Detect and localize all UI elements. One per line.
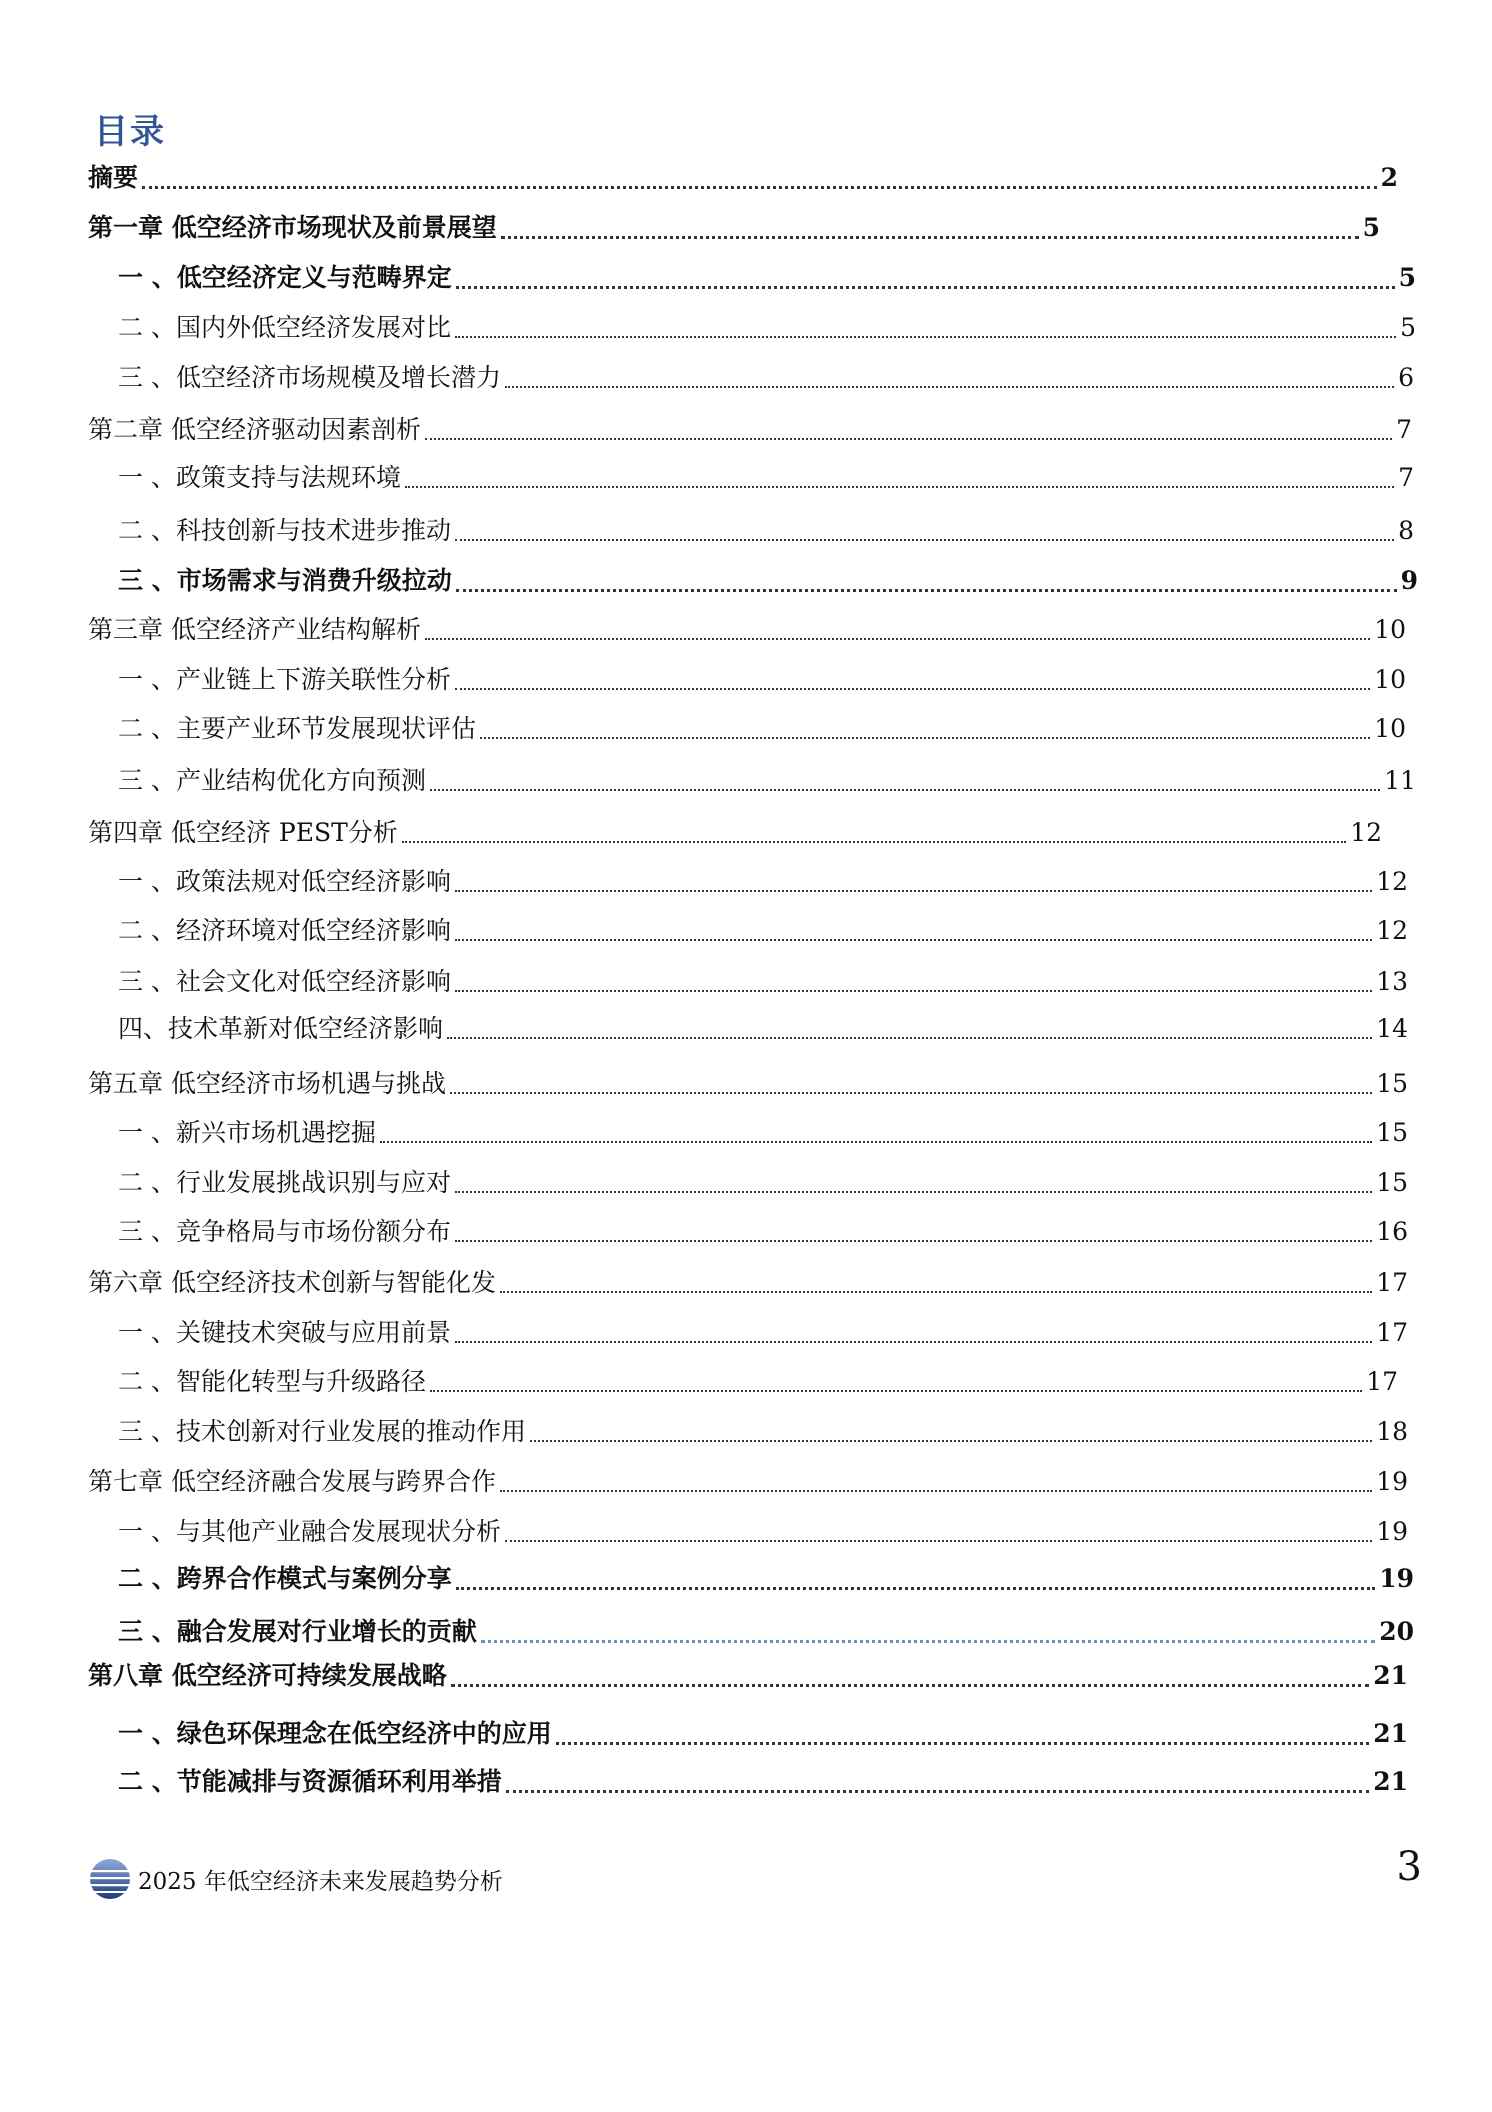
toc-entry-label: 四、技术革新对低空经济影响 [118,1014,444,1043]
toc-entry-label: 二 、主要产业环节发展现状评估 [118,714,476,743]
toc-entry-label: 一 、低空经济定义与范畴界定 [118,263,452,292]
dot-leader [450,1092,1372,1094]
dot-leader [430,1390,1362,1392]
toc-entry[interactable] [118,458,1414,498]
dot-leader [447,1037,1372,1039]
toc-entry-page: 10 [1374,615,1406,644]
toc-entry-label: 二 、智能化转型与升级路径 [118,1367,426,1396]
toc-entry[interactable] [88,410,1412,450]
toc-entry[interactable] [118,1313,1408,1353]
toc-entry[interactable] [118,1612,1414,1652]
dot-leader [500,1490,1372,1492]
toc-entry-page: 15 [1376,1168,1408,1197]
toc-entry[interactable] [88,1064,1408,1104]
dot-leader [506,1790,1369,1793]
toc-entry-label: 三 、竞争格局与市场份额分布 [118,1217,451,1246]
toc-entry-page: 21 [1373,1767,1408,1796]
toc-entry[interactable] [118,1163,1408,1203]
toc-entry-page: 12 [1376,916,1408,945]
dot-leader [405,486,1394,488]
toc-entry[interactable] [118,1412,1408,1452]
dot-leader [455,939,1372,941]
dot-leader [480,737,1370,739]
toc-entry-label: 三 、融合发展对行业增长的贡献 [118,1617,477,1646]
toc-entry[interactable] [88,1462,1408,1502]
toc-entry[interactable] [118,1113,1408,1153]
dot-leader [455,990,1372,992]
toc-entry-page: 11 [1384,766,1416,795]
footer-title: 2025 年低空经济未来发展趋势分析 [138,1868,503,1895]
toc-entry-page: 20 [1379,1617,1414,1646]
toc-entry-page: 5 [1362,213,1380,242]
dot-leader [481,1640,1375,1643]
toc-entry-page: 8 [1398,516,1414,545]
toc-entry-page: 15 [1376,1118,1408,1147]
toc-entry-page: 7 [1396,415,1412,444]
dot-leader [455,539,1394,541]
page-footer [88,1854,503,1904]
toc-entry[interactable] [88,208,1380,248]
toc-entry[interactable] [118,1009,1408,1049]
toc-entry-label: 一 、绿色环保理念在低空经济中的应用 [118,1719,552,1748]
toc-entry-page: 18 [1376,1417,1408,1446]
toc-entry[interactable] [118,1362,1398,1402]
toc-entry-label: 三 、低空经济市场规模及增长潜力 [118,363,501,392]
dot-leader [451,1684,1369,1687]
toc-entry-page: 6 [1398,363,1414,392]
dot-leader [455,336,1396,338]
dot-leader [455,688,1370,690]
toc-entry-label: 二 、经济环境对低空经济影响 [118,916,451,945]
dot-leader [425,638,1370,640]
dot-leader [402,841,1346,843]
toc-entry-label: 二 、科技创新与技术进步推动 [118,516,451,545]
toc-entry-label: 第八章 低空经济可持续发展战略 [88,1661,447,1690]
toc-entry-label: 第三章 低空经济产业结构解析 [88,615,421,644]
toc-entry[interactable] [88,158,1398,198]
toc-entry[interactable] [88,610,1406,650]
toc-entry-label: 一 、政策法规对低空经济影响 [118,867,451,896]
toc-entry-label: 三 、产业结构优化方向预测 [118,766,426,795]
toc-entry-page: 7 [1398,463,1414,492]
toc-entry-page: 12 [1350,818,1382,847]
dot-leader [505,386,1394,388]
dot-leader [456,286,1395,289]
toc-entry-page: 2 [1380,163,1398,192]
toc-entry[interactable] [118,660,1406,700]
toc-entry-page: 19 [1379,1564,1414,1593]
dot-leader [505,1540,1372,1542]
toc-entry[interactable] [118,1512,1408,1552]
toc-title: 目录 [94,112,166,152]
toc-entry-label: 一 、新兴市场机遇挖掘 [118,1118,376,1147]
toc-entry-label: 一 、政策支持与法规环境 [118,463,401,492]
toc-entry-page: 15 [1376,1069,1408,1098]
toc-entry[interactable] [118,258,1416,298]
toc-entry-label: 一 、与其他产业融合发展现状分析 [118,1517,501,1546]
toc-entry-label: 一 、产业链上下游关联性分析 [118,665,451,694]
toc-entry-page: 19 [1376,1467,1408,1496]
toc-entry-label: 一 、关键技术突破与应用前景 [118,1318,451,1347]
toc-entry-page: 10 [1374,714,1406,743]
dot-leader [425,438,1392,440]
dot-leader [455,1191,1372,1193]
toc-entry-page: 17 [1366,1367,1398,1396]
toc-entry-label: 第二章 低空经济驱动因素剖析 [88,415,421,444]
toc-entry-page: 17 [1376,1318,1408,1347]
toc-entry-page: 10 [1374,665,1406,694]
toc-entry-label: 第一章 低空经济市场现状及前景展望 [88,213,497,242]
toc-entry[interactable] [118,709,1406,749]
toc-entry-label: 第四章 低空经济 PEST分析 [88,818,398,847]
toc-entry-label: 第七章 低空经济融合发展与跨界合作 [88,1467,496,1496]
toc-entry[interactable] [88,1263,1408,1303]
toc-entry-label: 三 、社会文化对低空经济影响 [118,967,451,996]
dot-leader [380,1141,1372,1143]
toc-entry-label: 第五章 低空经济市场机遇与挑战 [88,1069,446,1098]
toc-entry-page: 19 [1376,1517,1408,1546]
toc-entry[interactable] [118,511,1414,551]
toc-entry[interactable] [118,761,1416,801]
dot-leader [501,236,1359,239]
dot-leader [455,890,1372,892]
toc-entry-label: 二 、跨界合作模式与案例分享 [118,1564,452,1593]
toc-entry[interactable] [118,1559,1414,1599]
toc-entry-page: 5 [1398,263,1416,292]
dot-leader [500,1291,1372,1293]
toc-entry-label: 二 、节能减排与资源循环利用举措 [118,1767,502,1796]
toc-entry-page: 9 [1400,566,1418,595]
toc-entry[interactable] [118,1714,1408,1754]
dot-leader [455,1240,1372,1242]
toc-entry-page: 14 [1376,1014,1408,1043]
dot-leader [455,1341,1372,1343]
toc-entry-page: 21 [1373,1661,1408,1690]
toc-entry-label: 摘要 [88,163,139,192]
toc-entry-page: 16 [1376,1217,1408,1246]
toc-entry-page: 12 [1376,867,1408,896]
toc-entry[interactable] [118,1212,1408,1252]
toc-entry[interactable] [88,813,1382,853]
toc-entry-page: 17 [1376,1268,1408,1297]
toc-entry-page: 21 [1373,1719,1408,1748]
toc-entry-label: 第六章 低空经济技术创新与智能化发 [88,1268,496,1297]
dot-leader [142,186,1377,189]
toc-entry-label: 三 、技术创新对行业发展的推动作用 [118,1417,526,1446]
toc-entry-label: 二 、国内外低空经济发展对比 [118,313,451,342]
toc-entry[interactable] [88,1656,1408,1696]
toc-entry-page: 5 [1400,313,1416,342]
page-number: 3 [1396,1844,1422,1890]
toc-entry[interactable] [118,358,1414,398]
toc-entry-label: 二 、行业发展挑战识别与应对 [118,1168,451,1197]
toc-entry[interactable] [118,308,1416,348]
toc-entry[interactable] [118,561,1418,601]
dot-leader [456,589,1397,592]
toc-entry-label: 三 、市场需求与消费升级拉动 [118,566,452,595]
dot-leader [430,789,1380,791]
dot-leader [456,1587,1375,1590]
toc-entry[interactable] [118,862,1408,902]
toc-entry-page: 13 [1376,967,1408,996]
toc-entry[interactable] [118,911,1408,951]
dot-leader [530,1440,1372,1442]
globe-logo-icon [88,1857,132,1901]
toc-entry[interactable] [118,1762,1408,1802]
toc-entry[interactable] [118,962,1408,1002]
dot-leader [556,1742,1369,1745]
